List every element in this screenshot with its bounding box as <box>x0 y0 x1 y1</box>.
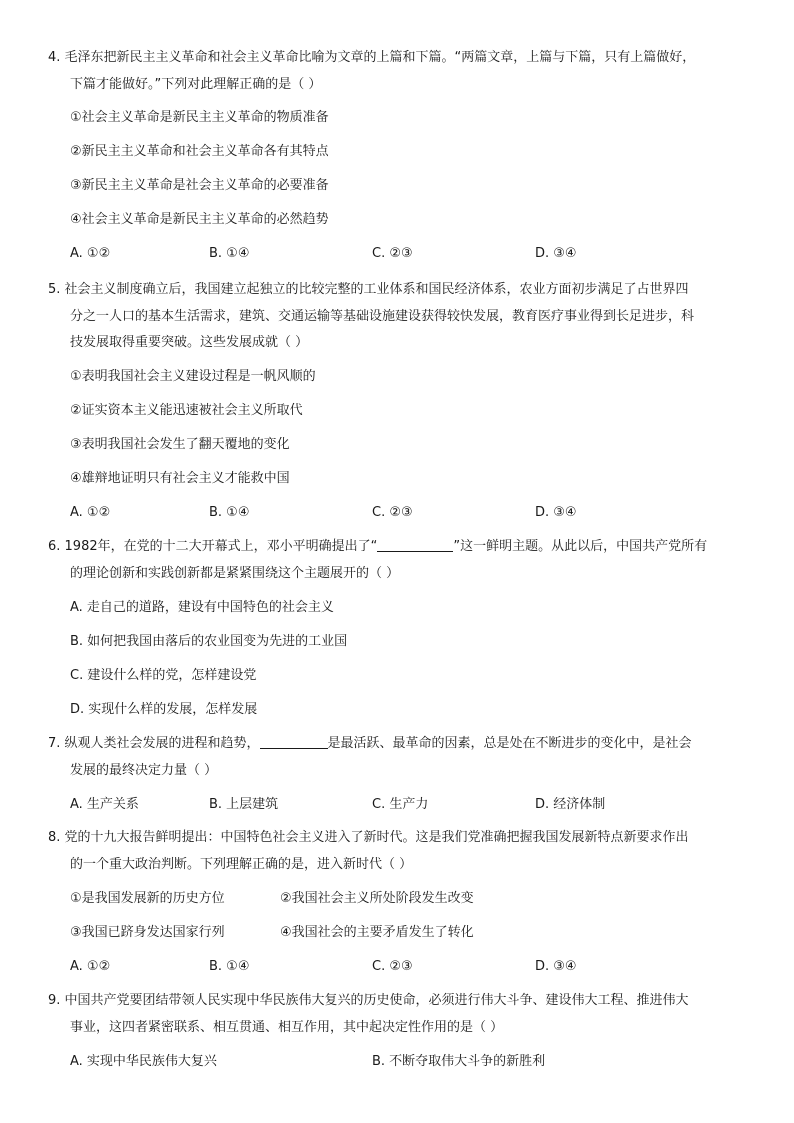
q7-option-a[interactable]: A. 生产关系 <box>70 797 139 812</box>
q7-fill-blank <box>260 734 328 749</box>
q6-stem-line1 <box>48 537 707 556</box>
q8-option-d[interactable]: D. ③④ <box>535 959 577 974</box>
q8-item-1: ①是我国发展新的历史方位 <box>70 891 225 906</box>
q5-stem-line2: 分之一人口的基本生活需求，建筑、交通运输等基础设施建设获得较快发展，教育医疗事业得到长足进步，科 <box>70 309 695 324</box>
q9-option-b[interactable]: B. 不断夺取伟大斗争的新胜利 <box>372 1054 546 1069</box>
q5-option-c[interactable]: C. ②③ <box>372 505 413 520</box>
q5-stem-line3: 技发展取得重要突破。这些发展成就（ ） <box>70 335 309 350</box>
q8-item-4: ④我国社会的主要矛盾发生了转化 <box>280 925 474 940</box>
q7-option-b[interactable]: B. 上层建筑 <box>209 797 279 812</box>
q5-item-2: ②证实资本主义能迅速被社会主义所取代 <box>70 403 303 418</box>
q6-option-c[interactable]: C. 建设什么样的党，怎样建设党 <box>70 668 257 683</box>
q7-stem-line2: 发展的最终决定力量（ ） <box>70 763 218 778</box>
q8-option-b[interactable]: B. ①④ <box>209 959 250 974</box>
q5-option-d[interactable]: D. ③④ <box>535 505 577 520</box>
q4-stem-line2: 下篇才能做好。”下列对此理解正确的是（ ） <box>70 77 322 92</box>
q7-stem-part1: 7. 纵观人类社会发展的进程和趋势， <box>48 736 260 751</box>
q8-item-3: ③我国已跻身发达国家行列 <box>70 925 225 940</box>
q5-item-3: ③表明我国社会发生了翻天覆地的变化 <box>70 437 290 452</box>
q7-option-c[interactable]: C. 生产力 <box>372 797 429 812</box>
q7-stem-line1 <box>48 734 692 753</box>
q6-stem-line2: 的理论创新和实践创新都是紧紧围绕这个主题展开的（ ） <box>70 566 400 581</box>
q5-stem-line1: 5. 社会主义制度确立后，我国建立起独立的比较完整的工业体系和国民经济体系，农业方面初步满足了占世界四 <box>48 282 689 297</box>
q6-stem-part2: ”这一鲜明主题。从此以后，中国共产党所有 <box>453 539 708 554</box>
q9-option-a[interactable]: A. 实现中华民族伟大复兴 <box>70 1054 217 1069</box>
q6-option-a[interactable]: A. 走自己的道路，建设有中国特色的社会主义 <box>70 600 334 615</box>
q4-option-b[interactable]: B. ①④ <box>209 246 250 261</box>
q8-stem-line2: 的一个重大政治判断。下列理解正确的是，进入新时代（ ） <box>70 857 413 872</box>
q5-option-b[interactable]: B. ①④ <box>209 505 250 520</box>
q7-stem-part2: 是最活跃、最革命的因素，总是处在不断进步的变化中，是社会 <box>327 736 692 751</box>
q4-option-c[interactable]: C. ②③ <box>372 246 413 261</box>
q8-option-c[interactable]: C. ②③ <box>372 959 413 974</box>
q4-option-d[interactable]: D. ③④ <box>535 246 577 261</box>
q6-stem-part1: 6. 1982年，在党的十二大开幕式上，邓小平明确提出了“ <box>48 539 378 554</box>
q4-item-4: ④社会主义革命是新民主主义革命的必然趋势 <box>70 212 329 227</box>
q4-stem-line1: 4. 毛泽东把新民主主义革命和社会主义革命比喻为文章的上篇和下篇。“两篇文章，上篇与下篇，只有上篇做好， <box>48 50 696 65</box>
q8-stem-line1: 8. 党的十九大报告鲜明提出：中国特色社会主义进入了新时代。这是我们党准确把握我国发展新特点新要求作出 <box>48 830 689 845</box>
q6-fill-blank <box>377 537 453 552</box>
q5-option-a[interactable]: A. ①② <box>70 505 111 520</box>
q5-item-1: ①表明我国社会主义建设过程是一帆风顺的 <box>70 369 316 384</box>
q8-option-a[interactable]: A. ①② <box>70 959 111 974</box>
q7-option-d[interactable]: D. 经济体制 <box>535 797 606 812</box>
q8-item-2: ②我国社会主义所处阶段发生改变 <box>280 891 474 906</box>
q4-item-1: ①社会主义革命是新民主主义革命的物质准备 <box>70 110 329 125</box>
q4-item-3: ③新民主主义革命是社会主义革命的必要准备 <box>70 178 329 193</box>
q4-item-2: ②新民主主义革命和社会主义革命各有其特点 <box>70 144 329 159</box>
q9-stem-line1: 9. 中国共产党要团结带领人民实现中华民族伟大复兴的历史使命，必须进行伟大斗争、建设伟大工程、推进伟大 <box>48 993 689 1008</box>
q4-option-a[interactable]: A. ①② <box>70 246 111 261</box>
q5-item-4: ④雄辩地证明只有社会主义才能救中国 <box>70 471 290 486</box>
q6-option-d[interactable]: D. 实现什么样的发展，怎样发展 <box>70 702 258 717</box>
q6-option-b[interactable]: B. 如何把我国由落后的农业国变为先进的工业国 <box>70 634 348 649</box>
q9-stem-line2: 事业，这四者紧密联系、相互贯通、相互作用，其中起决定性作用的是（ ） <box>70 1020 504 1035</box>
